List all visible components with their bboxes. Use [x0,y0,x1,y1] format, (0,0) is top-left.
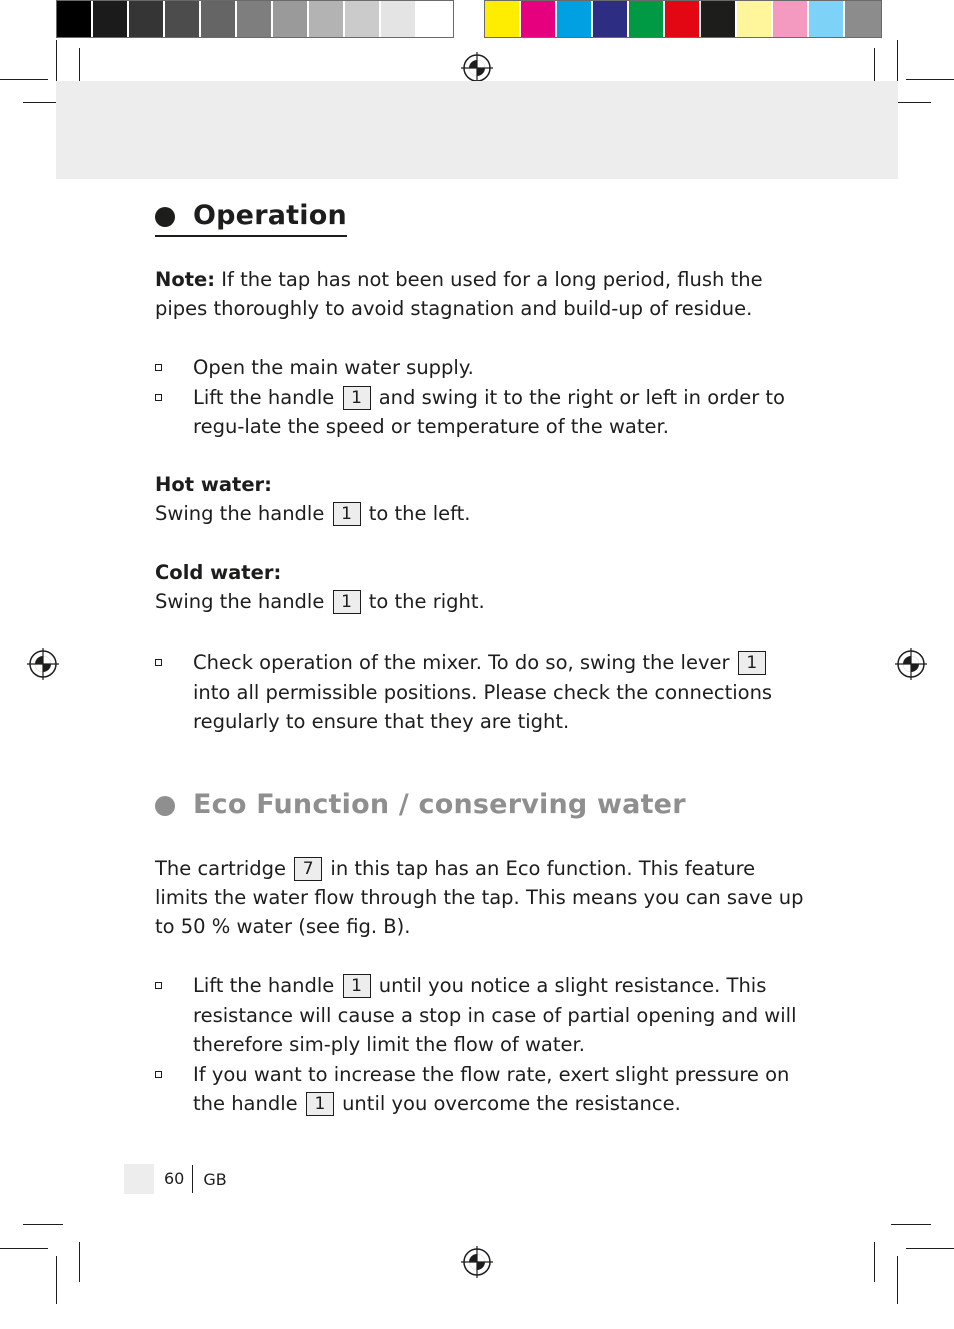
note-label: Note: [155,268,216,291]
hot-water-text-a: Swing the handle [155,502,325,525]
step-text: until you notice a slight resistance. This resistance will cause a stop in case of partial opening and will therefore sim-ply limit the flow of water. [193,974,797,1056]
crop-mark [897,1256,898,1304]
color-swatch [809,1,845,37]
cold-water-block [155,558,805,616]
step-text: Check operation of the mixer. To do so, swing the lever [193,651,730,674]
cold-water-text-a: Swing the handle [155,590,325,613]
color-swatch [129,1,165,37]
color-swatch [629,1,665,37]
checkbox-square-icon [155,982,162,989]
check-steps-list [155,648,805,737]
hot-water-heading: Hot water: [155,473,272,496]
page-footer [124,1164,227,1194]
color-swatch [701,1,737,37]
bullet-dot-icon [155,796,175,816]
list-item [155,971,805,1060]
color-swatch [165,1,201,37]
bullet-dot-icon [155,207,175,227]
hot-water-text [155,499,805,528]
color-swatch [845,1,881,37]
step-text: until you overcome the resistance. [342,1092,681,1115]
step-text: into all permissible positions. Please check the connections regularly to ensure that they are tight. [193,680,773,733]
hot-water-block [155,470,805,528]
crop-mark [906,1248,954,1249]
page-tab-marker [124,1164,154,1194]
color-swatch [485,1,521,37]
color-swatch [345,1,381,37]
registration-mark-icon [461,1246,493,1278]
list-item [155,383,805,442]
color-swatch [773,1,809,37]
color-swatch [521,1,557,37]
color-swatch [417,1,453,37]
crop-mark [79,1242,80,1282]
section-title-operation [155,200,347,237]
part-reference-number: 1 [343,386,371,410]
step-text: If you want to increase the flow rate, exert slight pressure on the handle [193,1062,790,1115]
part-reference-number: 1 [343,974,371,998]
eco-intro-text-a: The cartridge [155,857,286,880]
part-reference-number: 1 [306,1092,334,1116]
part-reference-number: 1 [333,590,361,614]
color-swatch [737,1,773,37]
section-title-text: Operation [193,200,347,231]
color-swatch [57,1,93,37]
checkbox-square-icon [155,394,162,401]
crop-mark [906,79,954,80]
step-text: Lift the handle [193,385,335,409]
hot-water-text-b: to the left. [368,502,471,525]
list-item [155,648,805,737]
cold-water-heading: Cold water: [155,561,282,584]
note-paragraph [155,265,805,323]
grayscale-calibration-strip [56,0,454,38]
crop-mark [874,1242,875,1282]
crop-mark [0,79,48,80]
color-swatch [665,1,701,37]
registration-mark-icon [895,648,927,680]
registration-mark-icon [27,648,59,680]
step-text: and swing it to the right or left in order to regu-late the speed or temperature of the water. [193,385,785,438]
operation-steps-list [155,353,805,442]
note-text: If the tap has not been used for a long period, flush the pipes thoroughly to avoid stagnation and build-up of residue. [155,268,763,320]
step-text: Open the main water supply. [193,356,474,379]
color-swatch [593,1,629,37]
step-text: Lift the handle [193,974,335,997]
crop-mark [0,1248,48,1249]
part-reference-number: 7 [294,857,322,881]
list-item [155,353,805,383]
section-title-text: Eco Function / conserving water [193,789,686,820]
checkbox-square-icon [155,659,162,666]
checkbox-square-icon [155,1071,162,1078]
eco-intro-paragraph [155,854,805,941]
registration-mark-icon [461,52,493,84]
page-number: 60 [164,1165,193,1193]
eco-intro-text-b: in this tap has an Eco function. This feature limits the water flow through the tap. This means you can save up to 50 % water (see fig. B). [155,857,804,938]
checkbox-square-icon [155,364,162,371]
color-swatch [237,1,273,37]
language-code: GB [203,1169,227,1189]
color-swatch [557,1,593,37]
color-swatch [93,1,129,37]
header-band [56,81,898,179]
cold-water-text [155,587,805,616]
crop-mark [23,1224,63,1225]
crop-mark [56,1256,57,1304]
color-swatch [381,1,417,37]
cold-water-text-b: to the right. [368,590,485,613]
color-swatch [309,1,345,37]
color-calibration-strip [484,0,882,38]
crop-mark [891,1224,931,1225]
part-reference-number: 1 [333,502,361,526]
part-reference-number: 1 [738,651,766,675]
color-swatch [201,1,237,37]
eco-steps-list [155,971,805,1119]
section-title-eco-function [155,789,686,822]
color-swatch [273,1,309,37]
list-item [155,1060,805,1119]
